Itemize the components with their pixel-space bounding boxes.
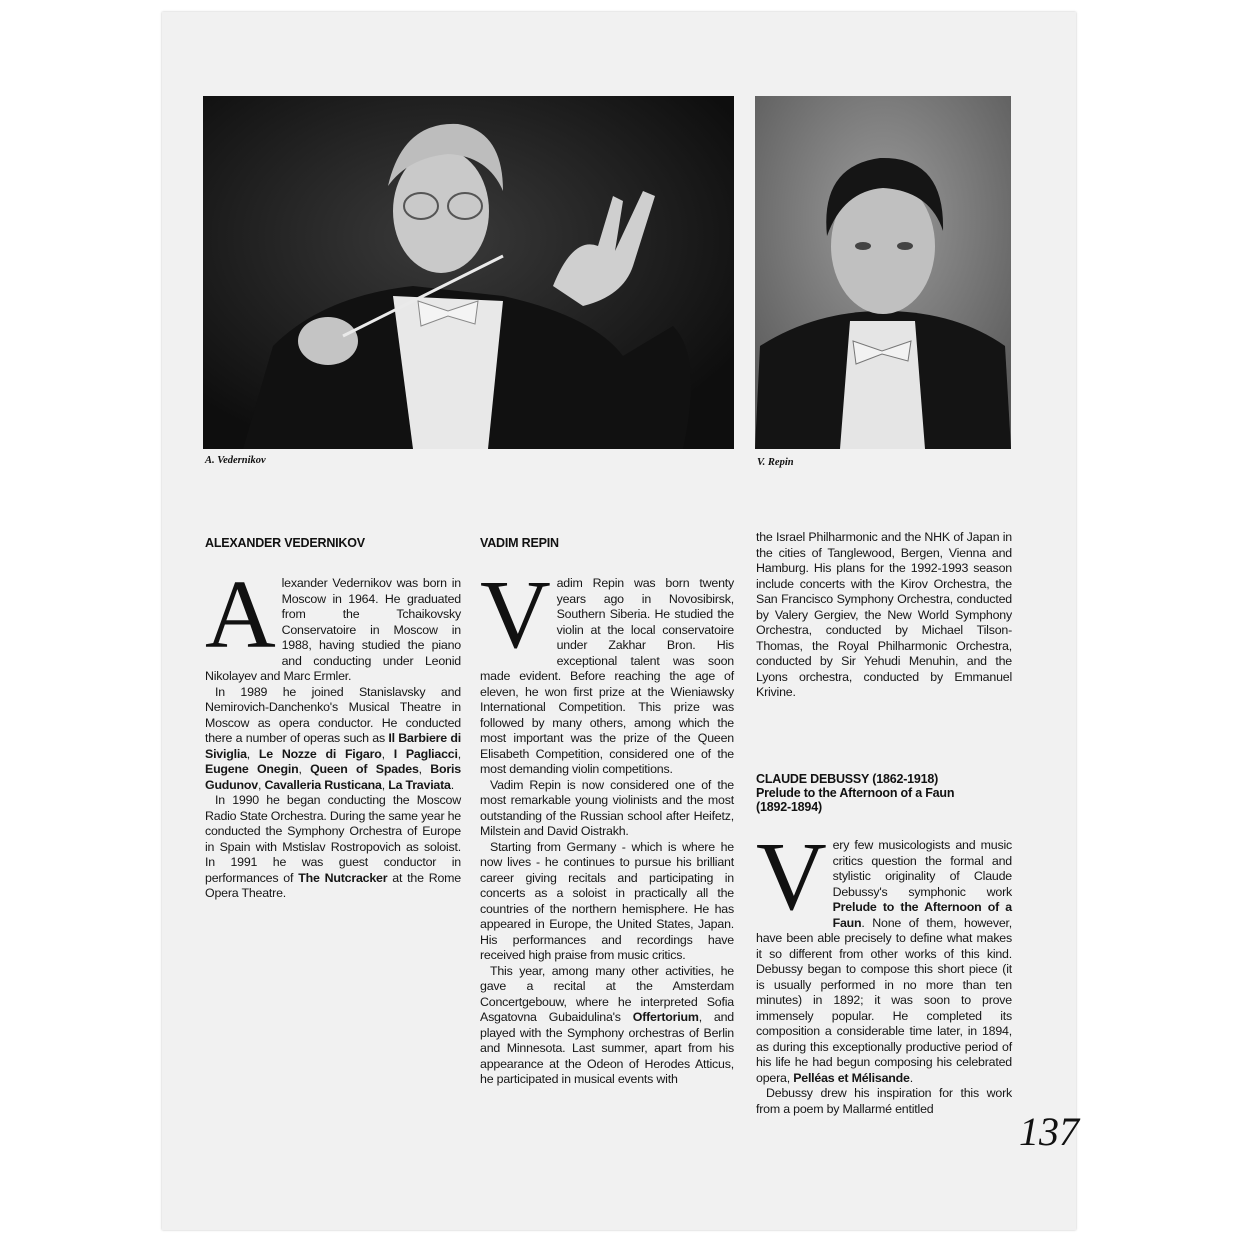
paragraph: Debussy drew his inspiration for this work from a poem by Mallarmé entitled xyxy=(756,1086,1012,1116)
conductor-photo-image xyxy=(203,96,734,449)
violinist-photo xyxy=(755,96,1011,449)
paragraph-text: In 1989 he joined Stanislavsky and Nemirovich-Danchenko's Musical Theatre in Moscow as opera conductor. He conducted there a number of operas such as xyxy=(205,684,461,745)
paragraph-text: ery few musicologists and music critics question the formal and stylistic originality of Claude Debussy's symphonic work xyxy=(832,838,1012,899)
section-heading-debussy xyxy=(756,772,1016,814)
paragraph-text: lexander Vedernikov was born in Moscow in 1964. He graduated from the Tchaikovsky Conservatoire in Moscow in 1988, having studied the piano and conducting under Leonid Nikolayev and Marc Ermler. xyxy=(205,576,461,683)
paragraph-text: at the Rome Opera Theatre. xyxy=(205,870,461,900)
article-column-repin-continued xyxy=(756,530,1012,701)
drop-cap: V xyxy=(480,561,551,669)
work-title: Prelude to the Afternoon of a Faun xyxy=(832,900,1012,930)
paragraph xyxy=(205,793,461,902)
photo-caption-vedernikov: A. Vedernikov xyxy=(205,455,266,466)
work-title: The Nutcracker xyxy=(298,870,388,885)
drop-cap: A xyxy=(205,561,276,669)
paragraph: Starting from Germany - which is where he now lives - he continues to pursue his brilliant career giving recitals and participating in concerts as a soloist in practically all the countries of the northern hemisphere. He has appeared in Europe, the United States, Japan. His performances and recordings have received high praise from music critics. xyxy=(480,839,734,962)
paragraph: In 1989 he joined Stanislavsky and Nemirovich-Danchenko's Musical Theatre in Moscow as opera conductor. He conducted there a number of operas such as Il Barbiere di Siviglia, Le Nozze di Figaro, I Pagliacci, Eugene Onegin, Queen of Spades, Boris Gudunov, Cavalleria Rusticana, La Traviata. xyxy=(205,684,461,792)
paragraph-text: This year, among many other activities, he gave a recital at the Amsterdam Concertgebouw, where he interpreted Sofia Asgatovna Gubaidulina's xyxy=(480,963,734,1024)
work-title: Offertorium xyxy=(632,1010,699,1024)
opera-title: Le Nozze di Figaro xyxy=(258,746,382,761)
paragraph xyxy=(756,823,1012,1086)
opera-title: Eugene Onegin xyxy=(205,762,299,776)
drop-cap: V xyxy=(756,823,827,931)
paragraph-text: , and played with the Symphony orchestras of Berlin and Minnesota. Last summer, apart from his appearance at the Odeon of Herodes Atticus, he participated in musical events with xyxy=(480,1010,734,1086)
conductor-photo xyxy=(203,96,734,449)
work-title: Pelléas et Mélisande xyxy=(793,1070,910,1085)
opera-title: La Traviata xyxy=(388,777,451,792)
violinist-photo-image xyxy=(755,96,1011,449)
section-heading-vedernikov: ALEXANDER VEDERNIKOV xyxy=(205,536,365,550)
paragraph xyxy=(205,561,461,685)
opera-title: I Pagliacci xyxy=(393,746,458,761)
paragraph-text: . xyxy=(909,1070,913,1085)
article-column-repin xyxy=(480,561,734,1088)
heading-composer: CLAUDE DEBUSSY (1862-1918) xyxy=(756,772,939,786)
heading-dates: (1892-1894) xyxy=(756,800,822,814)
paragraph xyxy=(480,561,734,778)
article-column-vedernikov xyxy=(205,561,461,902)
paragraph: the Israel Philharmonic and the NHK of Japan in the cities of Tanglewood, Bergen, Vienna and Hamburg. His plans for the 1992-1993 season include concerts with the Kirov Orchestra, the San Francisco Symphony Orchestra, conducted by Valery Gergiev, the New World Symphony Orchestra, conducted by Michael Tilson-Thomas, the Royal Philharmonic Orchestra, conducted by Sir Yehudi Menuhin, and the Lyons orchestra, conducted by Emmanuel Krivine. xyxy=(756,530,1012,699)
opera-title: Cavalleria Rusticana xyxy=(264,777,382,792)
paragraph: Vadim Repin is now considered one of the most remarkable young violinists and the most outstanding of the Russian school after Heifetz, Milstein and David Oistrakh. xyxy=(480,777,734,838)
opera-title: Il Barbiere di Siviglia xyxy=(205,731,461,761)
photo-caption-repin: V. Repin xyxy=(757,457,794,468)
section-heading-repin: VADIM REPIN xyxy=(480,536,559,550)
opera-title: Boris Gudunov xyxy=(205,762,461,792)
paragraph-text: . None of them, however, have been able precisely to define what makes it so different from other works of this kind. Debussy began to compose this short piece (it is usually performed in no more than ten minutes) in 1892; it was soon to prove immensely popular. He completed its composition a considerable time later, in 1894, as during this exceptionally productive period of his life he had begun composing his celebrated opera, xyxy=(756,915,1012,1085)
page-number: 137 xyxy=(1019,1109,1079,1154)
paragraph-text: adim Repin was born twenty years ago in Novosibirsk, Southern Siberia. He studied the violin at the local conservatoire under Zakhar Bron. His exceptional talent was soon made evident. Before reaching the age of eleven, he won first prize at the Wieniawsky International Competition. This prize was followed by many others, among which the most important was the prize of the Queen Elisabeth Competition, considered one of the most demanding violin competitions. xyxy=(480,576,734,776)
heading-work: Prelude to the Afternoon of a Faun xyxy=(756,786,955,800)
opera-title: Queen of Spades xyxy=(310,762,419,776)
paragraph-text: In 1990 he began conducting the Moscow Radio State Orchestra. During the same year he conducted the Symphony Orchestra of Europe in Spain with Mstislav Rostropovich as soloist. In 1991 he was guest conductor in performances of xyxy=(205,793,461,885)
paragraph xyxy=(480,964,734,1088)
article-column-debussy xyxy=(756,823,1012,1117)
